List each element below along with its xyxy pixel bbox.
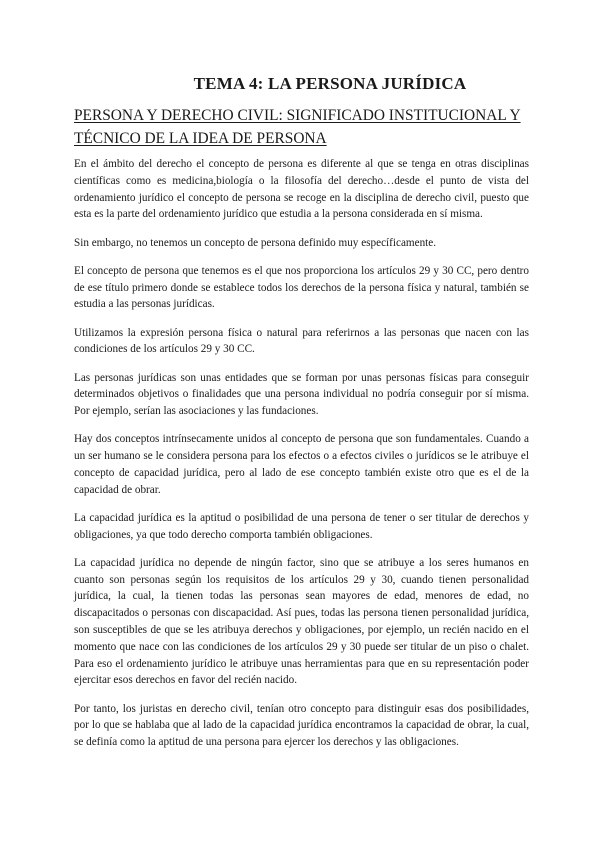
section-heading: PERSONA Y DERECHO CIVIL: SIGNIFICADO INSTITUCIONAL Y TÉCNICO DE LA IDEA DE PERSONA bbox=[74, 107, 521, 147]
paragraph: Hay dos conceptos intrínsecamente unidos al concepto de persona que son fundamentales. Cuando a un ser humano se le considera persona para los efectos o a efectos civiles o jurídicos se le atribuye el concepto de capacidad jurídica, pero al lado de ese concepto también existe otro que es el de la capacidad de obrar. bbox=[74, 433, 529, 496]
paragraph: La capacidad jurídica es la aptitud o posibilidad de una persona de tener o ser titular de derechos y obligaciones, ya que todo derecho comporta también obligaciones. bbox=[74, 511, 529, 541]
paragraph: El concepto de persona que tenemos es el que nos proporciona los artículos 29 y 30 CC, pero dentro de ese título primero donde se establece todos los derechos de la persona física y natural, también se estudia a las personas jurídicas. bbox=[74, 264, 529, 311]
paragraph: Utilizamos la expresión persona física o natural para referirnos a las personas que nacen con las condiciones de los artículos 29 y 30 CC. bbox=[74, 326, 529, 356]
paragraph: La capacidad jurídica no depende de ningún factor, sino que se atribuye a los seres humanos en cuanto son personas según los requisitos de los artículos 29 y 30, cuando tienen personalidad jurídica, la cual, la tienen todas las personas sean mayores de edad, menores de edad, no discapacitados o personas con discapacidad. Así pues, todas las persona tienen personalidad jurídica, son susceptibles de que se les atribuya derechos y obligaciones, por ejemplo, un recién nacido en el momento que nace con las condiciones de los artículos 29 y 30 puede ser titular de un piso o chalet. Para eso el ordenamiento jurídico le atribuye unas herramientas para que en su representación poder ejercitar esos derechos en favor del recién nacido. bbox=[74, 556, 529, 687]
page-title: TEMA 4: LA PERSONA JURÍDICA bbox=[193, 74, 467, 93]
paragraph: Sin embargo, no tenemos un concepto de persona definido muy específicamente. bbox=[74, 236, 437, 249]
paragraph: Por tanto, los juristas en derecho civil, tenían otro concepto para distinguir esas dos posibilidades, por lo que se hablaba que al lado de la capacidad jurídica encontramos la capacidad de obrar, la cual, se definía como la aptitud de una persona para ejercer los derechos y las obligaciones. bbox=[74, 702, 529, 749]
paragraph: Las personas jurídicas son unas entidades que se forman por unas personas físicas para conseguir determinados objetivos o finalidades que una persona individual no podría conseguir por sí misma. Por ejemplo, serían las asociaciones y las fundaciones. bbox=[74, 371, 529, 418]
paragraph: En el ámbito del derecho el concepto de persona es diferente al que se tenga en otras disciplinas científicas como es medicina,biología o la filosofía del derecho…desde el punto de vista del ordenamiento jurídico el concepto de persona se recoge en la disciplina de derecho civil, puesto que esta es la parte del ordenamiento jurídico que estudia a la persona considerada en sí misma. bbox=[74, 158, 529, 221]
document-body bbox=[74, 156, 529, 762]
